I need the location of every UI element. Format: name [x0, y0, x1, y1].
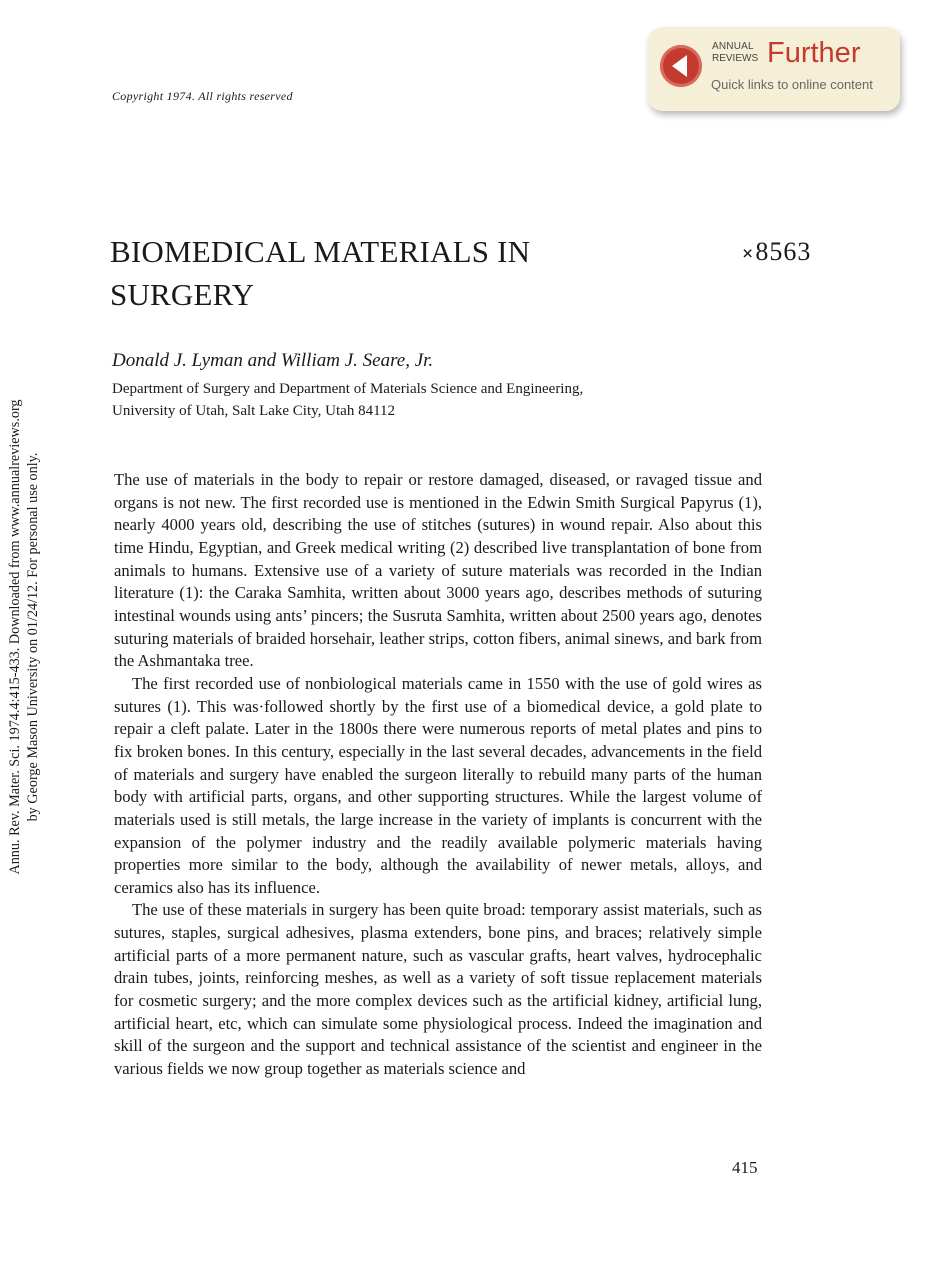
code-mark: × — [742, 243, 755, 265]
affiliation-line-1: Department of Surgery and Department of Materials Science and Engineering, — [112, 381, 584, 397]
affiliation-line-2: University of Utah, Salt Lake City, Utah 84112 — [112, 403, 396, 419]
affiliation — [112, 378, 752, 422]
page-number: 415 — [732, 1158, 758, 1177]
download-notice — [6, 399, 42, 874]
download-notice-line-1: Annu. Rev. Mater. Sci. 1974.4:415-433. Downloaded from www.annualreviews.org — [7, 399, 23, 875]
further-badge[interactable] — [648, 27, 900, 111]
badge-annual-label: ANNUAL — [712, 41, 754, 52]
title-line-2: SURGERY — [110, 277, 255, 312]
download-notice-line-2: by George Mason University on 01/24/12. For personal use only. — [25, 452, 41, 822]
badge-further-label[interactable]: Further — [767, 37, 861, 69]
article-code — [742, 237, 811, 267]
paragraph-2: The first recorded use of nonbiological materials came in 1550 with the use of gold wires as sutures (1). This was·followed shortly by the first use of a biomedical device, a gold plate to repair a cleft palate. Later in the 1800s there were numerous reports of metal plates and pins to fix broken bones. In this century, especially in the last several decades, advancements in the field of materials and surgery have enabled the surgeon literally to rebuild many parts of the human body with artificial parts, organs, and other supporting structures. While the largest volume of materials used is still metals, the large increase in the variety of implants is concurrent with the expansion of the polymer industry and the readily available polymeric materials having properties more similar to the body, although the availability of newer metals, alloys, and ceramics also has its influence. — [114, 673, 762, 897]
code-number: 8563 — [755, 237, 812, 266]
back-arrow-icon[interactable] — [660, 45, 702, 87]
badge-reviews-label: REVIEWS — [712, 53, 759, 64]
article-title — [110, 230, 630, 316]
title-line-1: BIOMEDICAL MATERIALS IN — [110, 234, 531, 269]
badge-tagline: Quick links to online content — [711, 77, 873, 92]
paragraph-1: The use of materials in the body to repair or restore damaged, diseased, or ravaged tissue and organs is not new. The first recorded use is mentioned in the Edwin Smith Surgical Papyrus (1), nearly 4000 years old, describing the use of stitches (sutures) in wound repair. Also about this time Hindu, Egyptian, and Greek medical writing (2) described live transplantation of bone from animals to humans. Extensive use of a variety of suture materials was recorded in the Indian literature (1): the Caraka Samhita, written about 3000 years ago, describes methods of suturing intestinal wounds using ants’ pincers; the Susruta Samhita, written about 2500 years ago, denotes suturing materials of braided horsehair, leather strips, cotton fibers, animal sinews, and bark from the Ashmantaka tree. — [114, 470, 762, 671]
authors: Donald J. Lyman and William J. Seare, Jr. — [112, 350, 434, 371]
paragraph-3: The use of these materials in surgery has been quite broad: temporary assist materials, such as sutures, staples, surgical adhesives, plasma extenders, bone pins, and braces; relatively simple artificial parts of a more permanent nature, such as vascular grafts, heart valves, hydrocephalic drain tubes, joints, reinforcing meshes, as well as a variety of soft tissue replacement materials for cosmetic surgery; and the more complex devices such as the artificial kidney, artificial lung, artificial heart, etc, which can simulate some physiological process. Indeed the imagination and skill of the surgeon and the support and technical assistance of the scientist and engineer in the various fields we now group together as materials science and — [114, 900, 762, 1079]
article-body — [114, 469, 762, 1081]
copyright-notice: Copyright 1974. All rights reserved — [112, 89, 293, 103]
